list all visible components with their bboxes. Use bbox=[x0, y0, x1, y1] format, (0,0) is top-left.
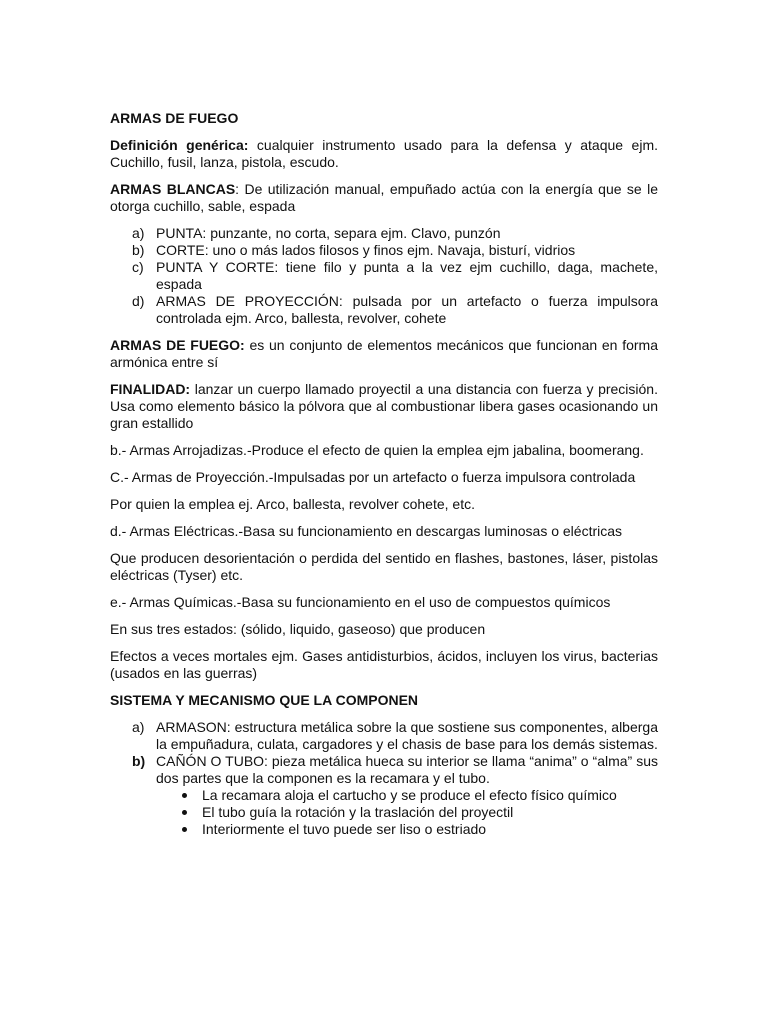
body-paragraph: b.- Armas Arrojadizas.-Produce el efecto de quien la emplea ejm jabalina, boomerang. bbox=[110, 442, 644, 458]
body-paragraph: Por quien la emplea ej. Arco, ballesta, revolver cohete, etc. bbox=[110, 496, 475, 512]
bullet-item bbox=[156, 804, 658, 821]
list-marker: a) bbox=[132, 225, 145, 241]
definition-label: Definición genérica: bbox=[110, 137, 249, 153]
list-item-text: PUNTA Y CORTE: tiene filo y punta a la vez ejm cuchillo, daga, machete, espada bbox=[156, 259, 658, 292]
list-item bbox=[110, 225, 658, 242]
bullet-text: Interiormente el tuvo puede ser liso o estriado bbox=[202, 821, 487, 837]
list-item-text: CAÑÓN O TUBO: pieza metálica hueca su interior se llama “anima” o “alma” sus dos partes que la componen es la recamara y el tubo. bbox=[156, 753, 658, 786]
list-item bbox=[110, 242, 658, 259]
armas-de-fuego-label: ARMAS DE FUEGO: bbox=[110, 337, 245, 353]
armas-blancas-label: ARMAS BLANCAS bbox=[110, 181, 236, 197]
body-paragraph: d.- Armas Eléctricas.-Basa su funcionamiento en descargas luminosas o eléctricas bbox=[110, 523, 623, 539]
list-marker: a) bbox=[132, 719, 145, 735]
bullet-text: La recamara aloja el cartucho y se produce el efecto físico químico bbox=[202, 787, 617, 803]
finalidad-paragraph bbox=[110, 381, 658, 432]
sistema-heading: SISTEMA Y MECANISMO QUE LA COMPONEN bbox=[110, 692, 419, 708]
armas-blancas-paragraph bbox=[110, 181, 658, 215]
list-item-text: PUNTA: punzante, no corta, separa ejm. Clavo, punzón bbox=[156, 225, 501, 241]
armas-blancas-list bbox=[110, 225, 658, 327]
list-marker: c) bbox=[132, 259, 144, 275]
canon-bullet-list bbox=[156, 787, 658, 838]
bullet-icon bbox=[182, 827, 187, 832]
document-title: ARMAS DE FUEGO bbox=[110, 110, 239, 126]
list-marker: b) bbox=[132, 242, 145, 258]
armas-de-fuego-text: es un conjunto de elementos mecánicos que funcionan en forma armónica entre sí bbox=[110, 337, 659, 370]
bullet-item bbox=[156, 821, 658, 838]
body-paragraph: e.- Armas Químicas.-Basa su funcionamiento en el uso de compuestos químicos bbox=[110, 594, 611, 610]
definition-text: cualquier instrumento usado para la defensa y ataque ejm. Cuchillo, fusil, lanza, pistola, escudo. bbox=[110, 137, 658, 170]
list-marker: d) bbox=[132, 293, 145, 309]
list-item-text: ARMAS DE PROYECCIÓN: pulsada por un artefacto o fuerza impulsora controlada ejm. Arco, ballesta, revolver, cohete bbox=[156, 293, 658, 326]
armas-de-fuego-paragraph bbox=[110, 337, 658, 371]
list-item-text: ARMASON: estructura metálica sobre la que sostiene sus componentes, alberga la empuñadura, culata, cargadores y el chasis de base para los demás sistemas. bbox=[156, 719, 658, 752]
sistema-list bbox=[110, 719, 658, 838]
bullet-icon bbox=[182, 810, 187, 815]
finalidad-text: lanzar un cuerpo llamado proyectil a una distancia con fuerza y precisión. Usa como elemento básico la pólvora que al combustionar libera gases ocasionando un gran estallido bbox=[110, 381, 658, 431]
list-item-text: CORTE: uno o más lados filosos y finos ejm. Navaja, bisturí, vidrios bbox=[156, 242, 576, 258]
finalidad-label: FINALIDAD: bbox=[110, 381, 191, 397]
bullet-item bbox=[156, 787, 658, 804]
body-paragraph: Efectos a veces mortales ejm. Gases antidisturbios, ácidos, incluyen los virus, bacterias (usados en las guerras) bbox=[110, 648, 658, 681]
document-page bbox=[110, 110, 658, 848]
list-item bbox=[110, 293, 658, 327]
list-item bbox=[110, 719, 658, 753]
body-paragraph: En sus tres estados: (sólido, liquido, gaseoso) que producen bbox=[110, 621, 486, 637]
definition-paragraph bbox=[110, 137, 658, 171]
armas-blancas-text: : De utilización manual, empuñado actúa con la energía que se le otorga cuchillo, sable, espada bbox=[110, 181, 658, 214]
list-item bbox=[110, 753, 658, 838]
body-paragraph: C.- Armas de Proyección.-Impulsadas por un artefacto o fuerza impulsora controlada bbox=[110, 469, 636, 485]
bullet-text: El tubo guía la rotación y la traslación del proyectil bbox=[202, 804, 514, 820]
list-marker: b) bbox=[132, 753, 146, 769]
list-item bbox=[110, 259, 658, 293]
body-paragraph: Que producen desorientación o perdida del sentido en flashes, bastones, láser, pistolas eléctricas (Tyser) etc. bbox=[110, 550, 658, 583]
bullet-icon bbox=[182, 793, 187, 798]
